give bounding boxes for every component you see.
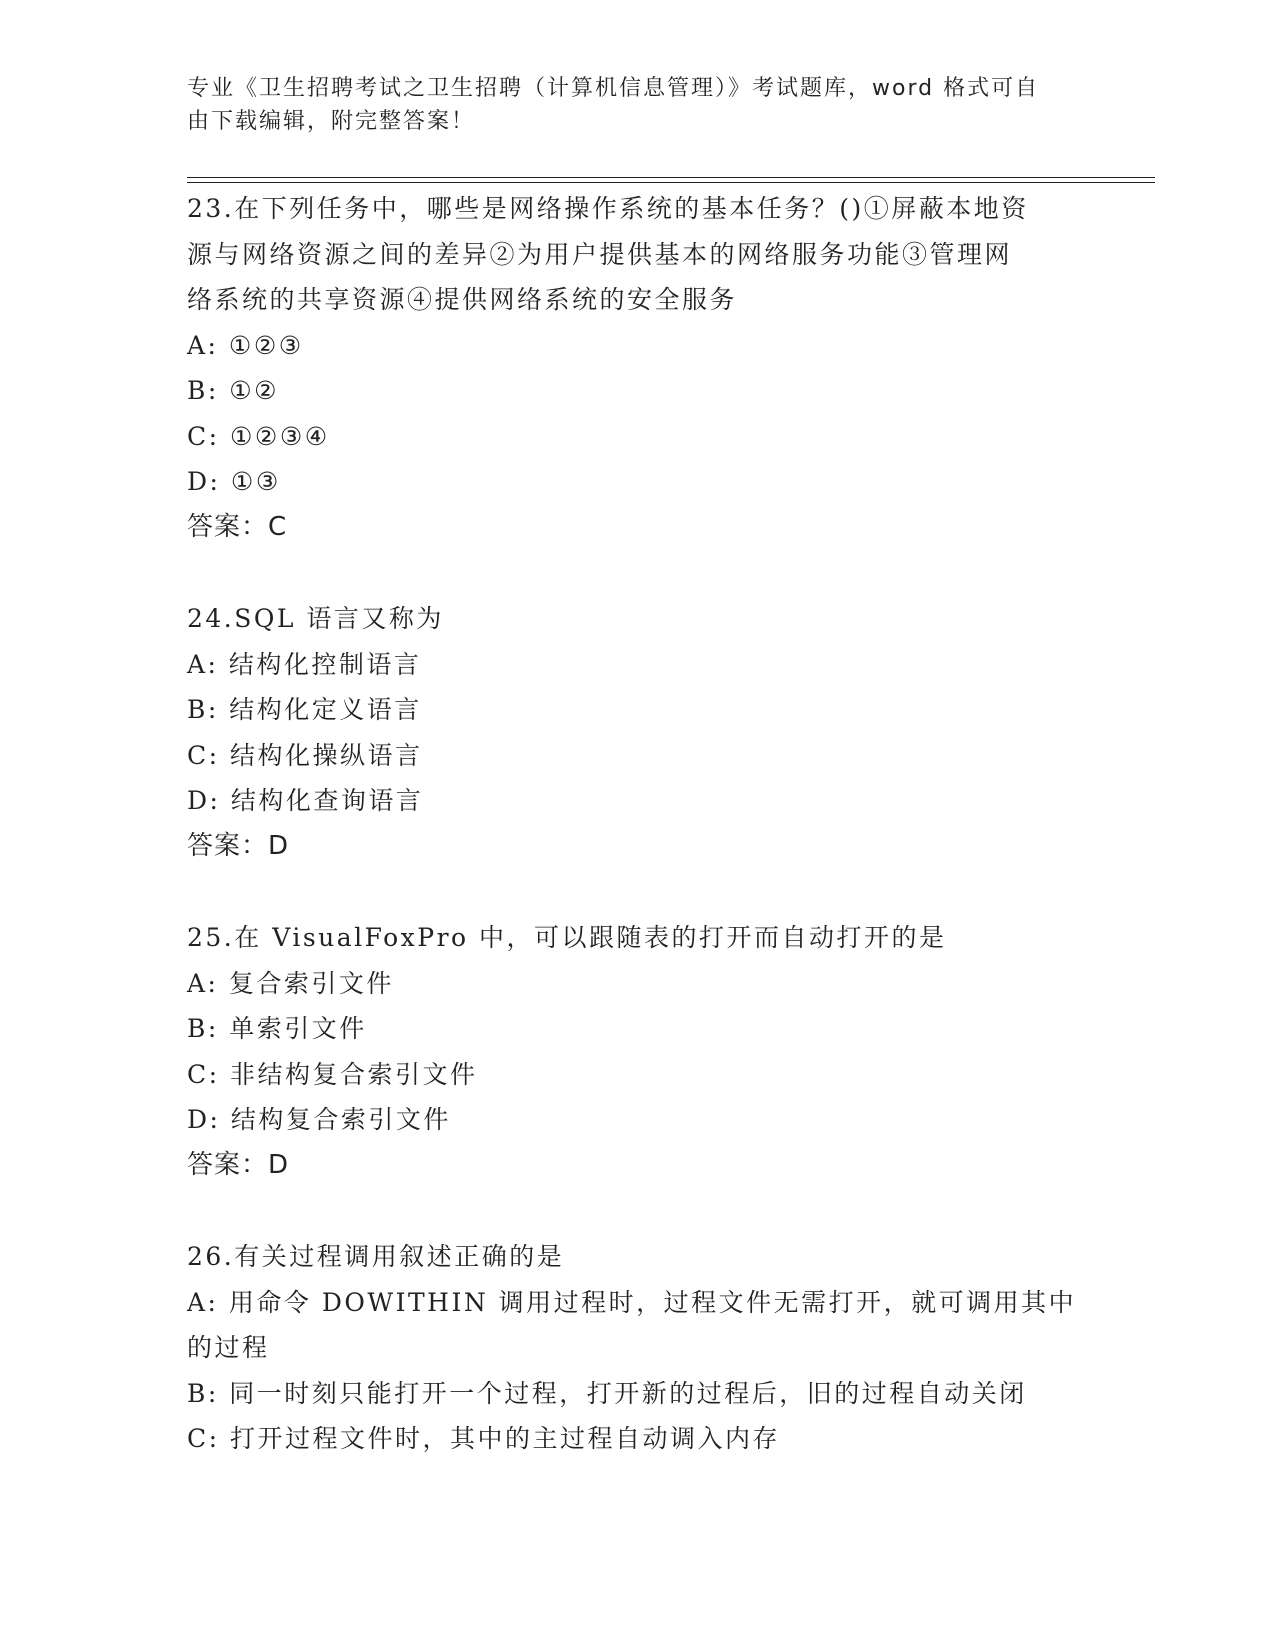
spacer xyxy=(187,1188,1087,1234)
spacer xyxy=(187,550,1087,596)
option-c: C: 打开过程文件时，其中的主过程自动调入内存 xyxy=(187,1424,780,1453)
option-d: D: 结构化查询语言 xyxy=(187,786,424,815)
question-stem-line: 26.有关过程调用叙述正确的是 xyxy=(187,1242,565,1271)
option-a-continued: 的过程 xyxy=(187,1333,270,1362)
option-b: B: 单索引文件 xyxy=(187,1014,367,1043)
question-stem-line: 24.SQL 语言又称为 xyxy=(187,604,444,633)
question-list xyxy=(187,186,1087,1462)
option-b: B: ①② xyxy=(187,376,280,405)
answer-label: 答案：D xyxy=(187,1149,290,1180)
header-line-1: 专业《卫生招聘考试之卫生招聘（计算机信息管理）》考试题库，word 格式可自 xyxy=(187,76,1040,101)
option-a: A: 用命令 DOWITHIN 调用过程时，过程文件无需打开，就可调用其中 xyxy=(187,1287,1077,1317)
option-a: A: ①②③ xyxy=(187,330,304,360)
header-rule-top xyxy=(187,177,1155,178)
option-d: D: 结构复合索引文件 xyxy=(187,1105,451,1134)
question-26 xyxy=(187,1234,1087,1462)
question-stem-line: 源与网络资源之间的差异②为用户提供基本的网络服务功能③管理网 xyxy=(187,239,1013,269)
option-b: B: 结构化定义语言 xyxy=(187,695,422,724)
question-stem-line: 25.在 VisualFoxPro 中，可以跟随表的打开而自动打开的是 xyxy=(187,923,947,952)
option-d: D: ①③ xyxy=(187,467,281,496)
question-24 xyxy=(187,596,1087,869)
spacer xyxy=(187,869,1087,915)
question-stem-line: 23.在下列任务中，哪些是网络操作系统的基本任务？()①屏蔽本地资 xyxy=(187,194,1029,223)
header-rule-bottom xyxy=(187,182,1155,183)
header-line-2: 由下载编辑，附完整答案！ xyxy=(187,109,476,134)
option-c: C: 结构化操纵语言 xyxy=(187,740,423,770)
question-25 xyxy=(187,915,1087,1188)
question-23 xyxy=(187,186,1087,550)
option-a: A: 结构化控制语言 xyxy=(187,649,422,679)
option-c: C: ①②③④ xyxy=(187,421,330,451)
option-b: B: 同一时刻只能打开一个过程，打开新的过程后，旧的过程自动关闭 xyxy=(187,1378,1027,1408)
answer-label: 答案：C xyxy=(187,511,288,542)
answer-label: 答案：D xyxy=(187,830,290,861)
question-stem-line: 络系统的共享资源④提供网络系统的安全服务 xyxy=(187,285,738,314)
document-header xyxy=(187,72,1067,138)
option-c: C: 非结构复合索引文件 xyxy=(187,1059,478,1089)
option-a: A: 复合索引文件 xyxy=(187,968,394,998)
